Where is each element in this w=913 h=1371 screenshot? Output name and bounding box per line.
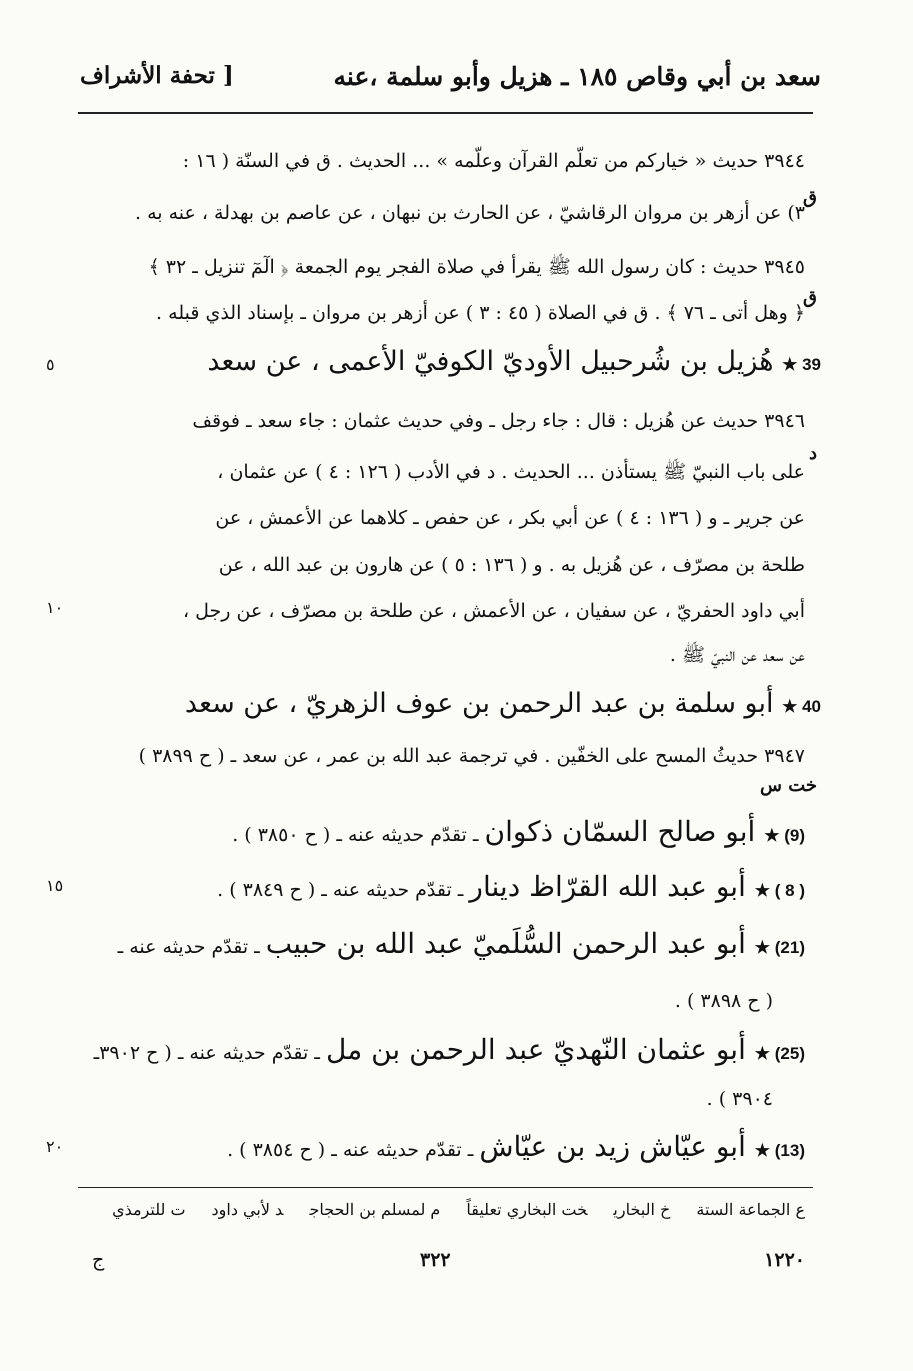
entry-abu-abdullah-qarraz — [217, 870, 805, 903]
entry-21-continuation: ( ح ٣٨٩٨ ) . — [674, 990, 773, 1012]
signature-mark: ج — [92, 1249, 105, 1271]
hadith-3945-line-2: ﴿ وهل أتى ـ ٧٦ ﴾ . ق في الصلاة ( ٤٥ : ٣ ) عن أزهر بن مروان ـ بإسناد الذي قبله . — [156, 302, 805, 324]
margin-siglum: خت س — [759, 775, 817, 796]
entry-reference: ـ تقدّم حديثه عنه ـ ( ح ٣٨٤٩ ) . — [217, 879, 470, 901]
entry-abu-abdurrahman-sulami — [118, 927, 805, 960]
hadith-3946-line-5: أبي داود الحفريّ ، عن سفيان ، عن الأعمش ، عن طلحة بن مصرّف ، عن رجل ، — [182, 600, 805, 622]
header-rule — [78, 112, 813, 114]
hadith-3946-line-4: طلحة بن مصرّف ، عن هُزيل به . و ( ١٣٦ : ٥ ) عن هارون بن عبد الله ، عن — [218, 554, 805, 576]
section-number-40: 40 ★ — [782, 697, 821, 716]
hadith-3947-line-1: ٣٩٤٧ حديثُ المسح على الخفّين . في ترجمة عبد الله بن عمر ، عن سعد ـ ( ح ٣٨٩٩ ) — [138, 745, 805, 767]
entry-number: (25) ★ — [754, 1044, 805, 1063]
section-heading-40 — [185, 688, 821, 719]
margin-siglum: ق — [803, 187, 817, 208]
sigla-key-item: د لأبي داود — [211, 1200, 284, 1219]
hadith-3946-line-1: ٣٩٤٦ حديث عن هُزيل : قال : جاء رجل ـ وفي حديث عثمان : جاء سعد ـ فوقف — [192, 410, 805, 432]
entry-number: ( 8 ) ★ — [754, 881, 805, 900]
sigla-key-item: خ البخاري — [613, 1200, 671, 1219]
sigla-key — [86, 1200, 805, 1219]
running-header-book: [ تحفة الأشراف — [80, 62, 234, 89]
entry-number: (13) ★ — [754, 1141, 805, 1160]
entry-reference: ـ تقدّم حديثه عنه ـ ( ح ٣٩٠٢ـ — [93, 1042, 326, 1064]
entry-number: (9) ★ — [764, 826, 805, 845]
hadith-3944-line-2: ٣) عن أزهر بن مروان الرقاشيّ ، عن الحارث بن نبهان ، عن عاصم بن بهدلة ، عنه به . — [134, 202, 805, 224]
hadith-3945-line-1: ٣٩٤٥ حديث : كان رسول الله ﷺ يقرأ في صلاة الفجر يوم الجمعة ﴿ الٓمٓ تنزيل ـ ٣٢ ﴾ — [148, 256, 805, 278]
running-header-title: سعد بن أبي وقاص ١٨٥ ـ هزيل وأبو سلمة ،عنه — [333, 62, 821, 91]
margin-line-number: ١٠ — [46, 598, 64, 617]
hadith-3946-line-2: على باب النبيّ ﷺ يستأذن ... الحديث . د في الأدب ( ١٢٦ : ٤ ) عن عثمان ، — [217, 461, 805, 483]
section-title-39: هُزيل بن شُرحبيل الأوديّ الكوفيّ الأعمى ، عن سعد — [207, 346, 774, 377]
entry-name: أبو عثمان النّهديّ عبد الرحمن بن مل — [325, 1033, 746, 1066]
footnote-rule — [78, 1187, 813, 1188]
sigla-key-item: ع الجماعة الستة — [696, 1200, 805, 1219]
entry-abu-salih — [232, 815, 805, 848]
section-heading-39 — [207, 346, 821, 377]
entry-name: أبو عيّاش زيد بن عيّاش — [479, 1130, 746, 1163]
entry-abu-ayyash — [227, 1130, 805, 1163]
entry-abu-uthman-nahdi — [94, 1033, 805, 1066]
entry-number: (21) ★ — [754, 938, 805, 957]
margin-line-number: ١٥ — [46, 876, 64, 895]
entry-reference: ـ تقدّم حديثه عنه ـ ( ح ٣٨٥٠ ) . — [232, 824, 485, 846]
entry-name: أبو عبد الرحمن السُّلَميّ عبد الله بن حبيب — [265, 927, 746, 960]
sigla-key-item: ت للترمذي — [112, 1200, 186, 1219]
section-number-39: 39 ★ — [782, 355, 821, 374]
margin-siglum: د — [808, 443, 817, 464]
section-title-40: أبو سلمة بن عبد الرحمن بن عوف الزهريّ ، عن سعد — [184, 688, 774, 719]
margin-siglum: ق — [803, 287, 817, 308]
margin-line-number: ٥ — [46, 355, 55, 374]
sigla-key-item: خت البخاري تعليقاً — [466, 1200, 588, 1219]
hadith-3946-line-3: عن جرير ـ و ( ١٣٦ : ٤ ) عن أبي بكر ، عن حفص ـ كلاهما عن الأعمش ، عن — [215, 507, 805, 529]
entry-name: أبو صالح السمّان ذكوان — [484, 815, 756, 848]
entry-reference: ـ تقدّم حديثه عنه ـ ( ح ٣٨٥٤ ) . — [227, 1139, 480, 1161]
margin-line-number: ٢٠ — [46, 1137, 64, 1156]
entry-25-continuation: . ( ٣٩٠٤ — [706, 1088, 773, 1110]
sigla-key-item: م لمسلم بن الحجاج — [309, 1200, 441, 1219]
volume-page-number: ١٢٢٠ — [764, 1249, 805, 1271]
entry-name: أبو عبد الله القرّاظ دينار — [469, 870, 746, 903]
hadith-3944-line-1: ٣٩٤٤ حديث « خياركم من تعلّم القرآن وعلّمه » ... الحديث . ق في السنّة ( ١٦ : — [182, 150, 805, 172]
entry-reference: ـ تقدّم حديثه عنه ـ — [117, 936, 266, 958]
page-number: ٣٢٢ — [420, 1249, 451, 1271]
hadith-3946-line-6: عن سعد عن النبيّ ﷺ . — [669, 644, 805, 666]
